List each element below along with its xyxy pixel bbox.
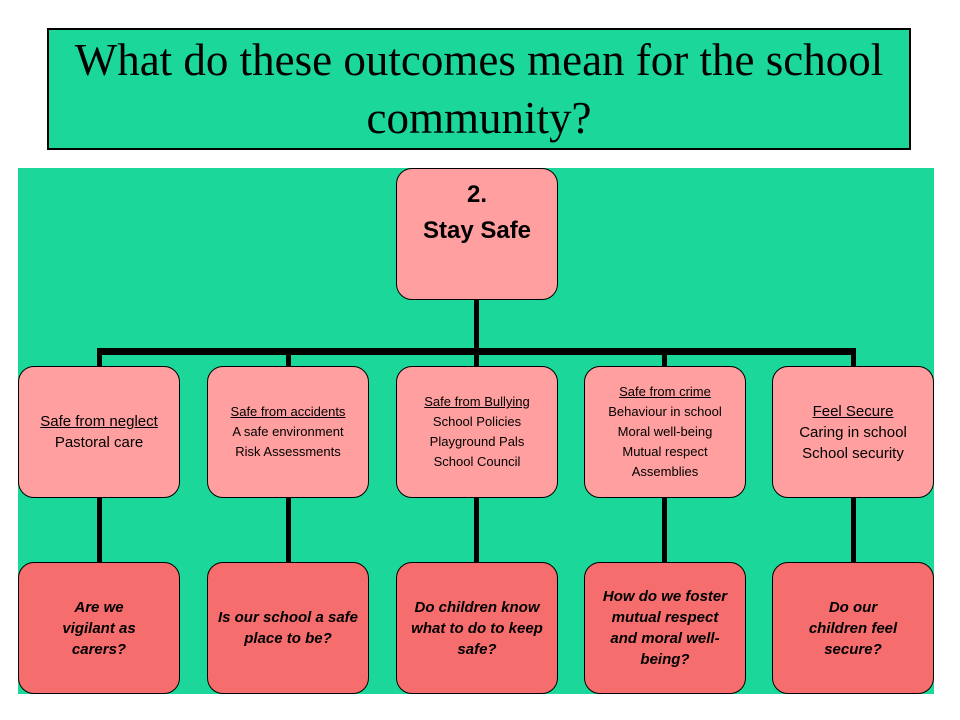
category-safe-from-bullying xyxy=(396,366,558,498)
drop-connector-3 xyxy=(474,348,479,368)
category-line: Mutual respect xyxy=(622,444,708,459)
category-feel-secure xyxy=(772,366,934,498)
question-connector-2 xyxy=(286,496,291,564)
category-line: Caring in school xyxy=(799,423,907,441)
drop-connector-5 xyxy=(851,348,856,368)
category-line: A safe environment xyxy=(232,424,344,439)
category-heading: Safe from neglect xyxy=(40,413,158,430)
category-heading: Safe from accidents xyxy=(230,404,346,419)
drop-connector-2 xyxy=(286,348,291,368)
question-box-2: Is our school a safe place to be? xyxy=(207,562,369,694)
root-connector xyxy=(474,300,479,352)
root-number: 2. xyxy=(466,181,487,208)
category-line: School Policies xyxy=(432,414,522,429)
category-heading: Safe from crime xyxy=(619,384,711,399)
category-line: School Council xyxy=(433,454,521,469)
category-heading: Feel Secure xyxy=(812,402,894,420)
drop-connector-4 xyxy=(662,348,667,368)
category-line: Assemblies xyxy=(631,464,699,479)
question-box-4: How do we foster mutual respect and moral well-being? xyxy=(584,562,746,694)
category-safe-from-crime xyxy=(584,366,746,498)
drop-connector-1 xyxy=(97,348,102,368)
question-connector-3 xyxy=(474,496,479,564)
category-heading: Safe from Bullying xyxy=(424,394,530,409)
category-line: Moral well-being xyxy=(617,424,713,439)
category-line: Playground Pals xyxy=(429,434,525,449)
category-safe-from-accidents xyxy=(207,366,369,498)
question-box-1: Are we vigilant as carers? xyxy=(18,562,180,694)
root-node-stay-safe xyxy=(396,168,558,300)
slide-title: What do these outcomes mean for the school community? xyxy=(47,28,911,150)
category-line: Risk Assessments xyxy=(235,444,341,459)
category-line: Pastoral care xyxy=(54,434,144,451)
question-connector-5 xyxy=(851,496,856,564)
category-safe-from-neglect xyxy=(18,366,180,498)
question-connector-4 xyxy=(662,496,667,564)
root-label: Stay Safe xyxy=(422,217,532,244)
question-box-3: Do children know what to do to keep safe? xyxy=(396,562,558,694)
category-line: School security xyxy=(802,444,904,462)
category-line: Behaviour in school xyxy=(608,404,722,419)
question-box-5: Do our children feel secure? xyxy=(772,562,934,694)
question-connector-1 xyxy=(97,496,102,564)
